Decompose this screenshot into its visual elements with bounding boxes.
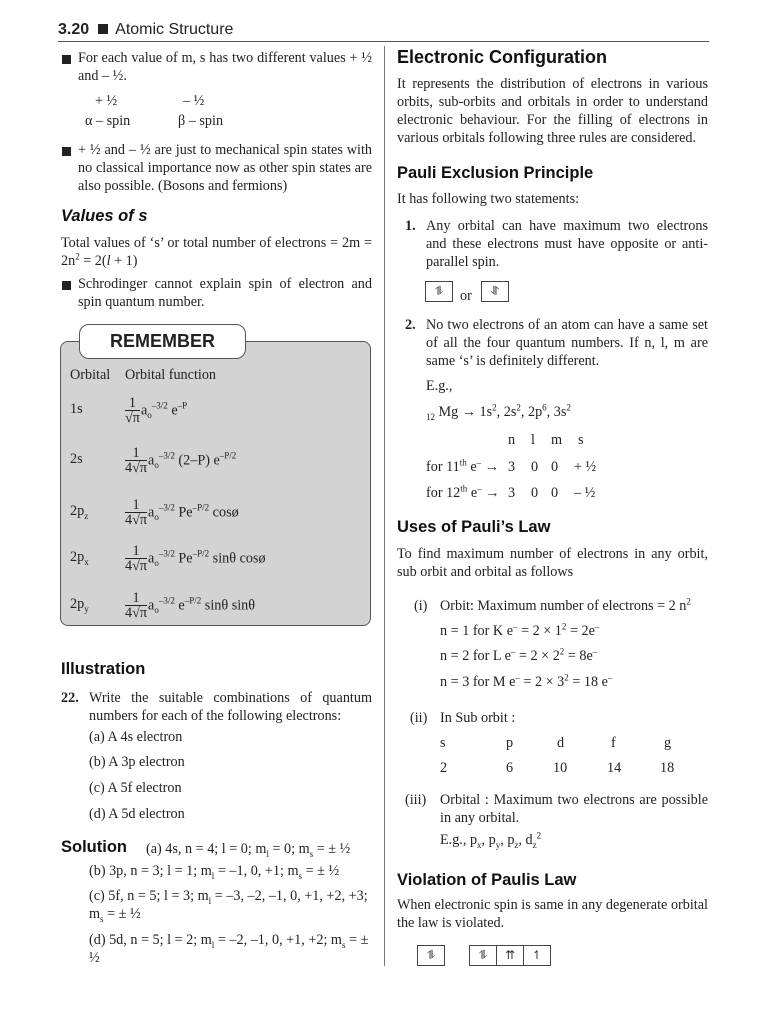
- column-divider: [384, 46, 385, 966]
- square-bullet-icon: [98, 24, 108, 34]
- statement-1-number: 1.: [405, 218, 416, 234]
- mg-configuration: $_{12}$ $Mg \to 1s^2$, $2s^2$, $2p^6$, $3s^2$: [426, 402, 571, 422]
- option-a: (a) A 4s electron: [89, 729, 183, 745]
- qn-value: 0: [551, 485, 559, 501]
- qn-value: – ½: [574, 485, 596, 501]
- uses-paragraph: To find maximum number of electrons in any orbit, sub orbit and orbital as follows: [397, 546, 708, 580]
- question-text: Write the suitable combinations of quantum numbers for each of the following electrons:: [89, 690, 372, 724]
- qn-header-m: m: [551, 432, 563, 448]
- remember-box: [60, 341, 371, 626]
- subshell-letter: d: [557, 735, 565, 751]
- running-header: [58, 21, 233, 39]
- orbital-function: $\frac{1}{4√\pi}$ $a_o^{-3/2}$ $Pe^{-P/2}$ cosø: [125, 497, 239, 528]
- subshell-capacity: 10: [553, 760, 568, 776]
- qn-row-label: for 11th e– →: [426, 457, 499, 475]
- values-of-s-heading: Values of s: [61, 207, 148, 225]
- qn-value: 0: [531, 485, 539, 501]
- or-text: or: [460, 288, 472, 304]
- violation-paragraph: When electronic spin is same in any degenerate orbital the law is violated.: [397, 897, 708, 931]
- orbit-capacity-line: n = 1 for K $e^- = 2 \times 1^2 = 2e^-$: [440, 621, 600, 639]
- subshell-letter: g: [664, 735, 672, 751]
- bullet-spin-states: + ½ and – ½ are just to mechanical spin states with no classical importance now as other spin states are also possible. (Bosons and fermions): [78, 142, 372, 194]
- subshell-letter: f: [611, 735, 616, 751]
- uses-heading: Uses of Pauli’s Law: [397, 518, 551, 536]
- solution-a: (a) 4s, n = 4; l = 0; $m_l = 0$; $m_s$ = ± ½: [146, 841, 351, 859]
- suborbit-label: (ii): [410, 710, 428, 726]
- pauli-intro: It has following two statements:: [397, 191, 580, 207]
- qn-value: 3: [508, 485, 516, 501]
- orbital-text: Orbital : Maximum two electrons are possible in any orbital.: [440, 792, 708, 826]
- qn-row-label: for 12th e– →: [426, 483, 500, 501]
- orbit-label: (i): [414, 598, 428, 614]
- suborbit-text: In Sub orbit :: [440, 710, 516, 726]
- option-d: (d) A 5d electron: [89, 806, 185, 822]
- orbit-capacity-line: n = 3 for M $e^- = 2 \times 3^2 = 18$ e–: [440, 672, 613, 690]
- eg-label: E.g.,: [426, 378, 453, 394]
- header-rule: [58, 41, 709, 42]
- beta-spin: β – spin: [178, 113, 224, 129]
- option-c: (c) A 5f electron: [89, 780, 182, 796]
- bullet-schrodinger: Schrodinger cannot explain spin of electron and spin quantum number.: [78, 276, 372, 310]
- orbit-capacity-line: n = 2 for L $e^- = 2 \times 2^2 = 8e^-$: [440, 646, 598, 664]
- spin-plus: + ½: [95, 93, 118, 109]
- qn-value: 0: [531, 459, 539, 475]
- qn-value: 3: [508, 459, 516, 475]
- pauli-heading: Pauli Exclusion Principle: [397, 164, 594, 182]
- option-b: (b) A 3p electron: [89, 754, 185, 770]
- illustration-heading: Illustration: [61, 660, 146, 678]
- square-bullet-icon: [62, 55, 71, 64]
- solution-b: (b) 3p, n = 3; l = 1; $m_l = -1$, 0, +1; $m_s$ = ± ½: [89, 863, 340, 881]
- page-number: 3.20: [58, 21, 90, 38]
- values-paragraph: Total values of ‘s’ or total number of electrons = $2m = 2n^2 = 2(l + 1)$: [61, 235, 372, 269]
- orbital-examples: E.g., $p_x$, $p_y$, $p_z$, $d_z^2$: [440, 830, 542, 850]
- spin-minus: – ½: [183, 93, 205, 109]
- orbital-function-column-header: Orbital function: [125, 367, 217, 383]
- orbital-function: $\frac{1}{4√\pi}$ $a_o^{-3/2}$ $Pe^{-P/2}$ sinθ cosø: [125, 543, 266, 574]
- orbital-column-header: Orbital: [70, 367, 111, 383]
- single-orbital-box: ⥮: [417, 945, 445, 966]
- remember-tab: REMEMBER: [79, 324, 246, 359]
- qn-value: + ½: [574, 459, 597, 475]
- question-number: 22.: [61, 690, 79, 706]
- alpha-spin: α – spin: [85, 113, 131, 129]
- subshell-letter: p: [506, 735, 514, 751]
- qn-header-l: l: [531, 432, 535, 448]
- qn-header-n: n: [508, 432, 516, 448]
- qn-value: 0: [551, 459, 559, 475]
- subshell-capacity: 2: [440, 760, 448, 776]
- statement-2-number: 2.: [405, 317, 416, 333]
- orbital-name: $2p_y$: [70, 596, 89, 614]
- subshell-letter: s: [440, 735, 446, 751]
- subshell-capacity: 6: [506, 760, 514, 776]
- orbital-label: (iii): [405, 792, 427, 808]
- square-bullet-icon: [62, 281, 71, 290]
- orbit-text: Orbit: Maximum number of electrons = 2 $n^2$: [440, 596, 691, 614]
- orbital-function: $\frac{1}{4√\pi}$ $a_o^{-3/2}$ (2–P) $e^{-P/2}$: [125, 445, 237, 476]
- violation-heading: Violation of Paulis Law: [397, 871, 577, 889]
- bullet-spin-values: For each value of m, s has two different values + ½ and – ½.: [78, 50, 372, 84]
- chapter-title: Atomic Structure: [115, 21, 234, 38]
- statement-2-text: No two electrons of an atom can have a same set of all the four quantum numbers. If n, l, m are same ‘s’ is definitely different.: [426, 317, 708, 369]
- orbital-function: $\frac{1}{4√\pi}$ $a_o^{-3/2}$ $e^{-P/2}$ sinθ sinθ: [125, 590, 256, 621]
- solution-c: (c) 5f, n = 5; l = 3; $m_l = -3$, –2, –1, 0, +1, +2, +3; $m_s$ = ± ½: [89, 888, 368, 924]
- orbital-name: $2p_x$: [70, 549, 89, 567]
- degenerate-orbital-boxes: ⥮ ⇈ ↿: [469, 945, 551, 966]
- orbital-name: $2p_z$: [70, 503, 89, 521]
- subshell-capacity: 14: [607, 760, 622, 776]
- solution-label: Solution: [61, 838, 127, 856]
- ec-paragraph: It represents the distribution of electrons in various orbits, sub-orbits and orbitals in order to understand electronic behaviour. For the filling of electrons in various orbitals following three rules are considered.: [397, 76, 708, 146]
- orbital-box-down-up: ⥯: [481, 281, 509, 302]
- orbital-name: 2s: [70, 451, 83, 467]
- orbital-box-up-down: ⥮: [425, 281, 453, 302]
- qn-header-s: s: [578, 432, 584, 448]
- orbital-function: $\frac{1}{√\pi}$ $a_o^{-3/2}$ $e^{-P}$: [125, 395, 188, 426]
- electronic-configuration-heading: Electronic Configuration: [397, 47, 608, 67]
- statement-1-text: Any orbital can have maximum two electrons and these electrons must have opposite or anti-parallel spin.: [426, 218, 708, 270]
- square-bullet-icon: [62, 147, 71, 156]
- orbital-name: 1s: [70, 401, 83, 417]
- subshell-capacity: 18: [660, 760, 675, 776]
- solution-d: (d) 5d, n = 5; l = 2; $m_l = -2$, –1, 0, +1, +2; $m_s$ = ± ½: [89, 932, 369, 966]
